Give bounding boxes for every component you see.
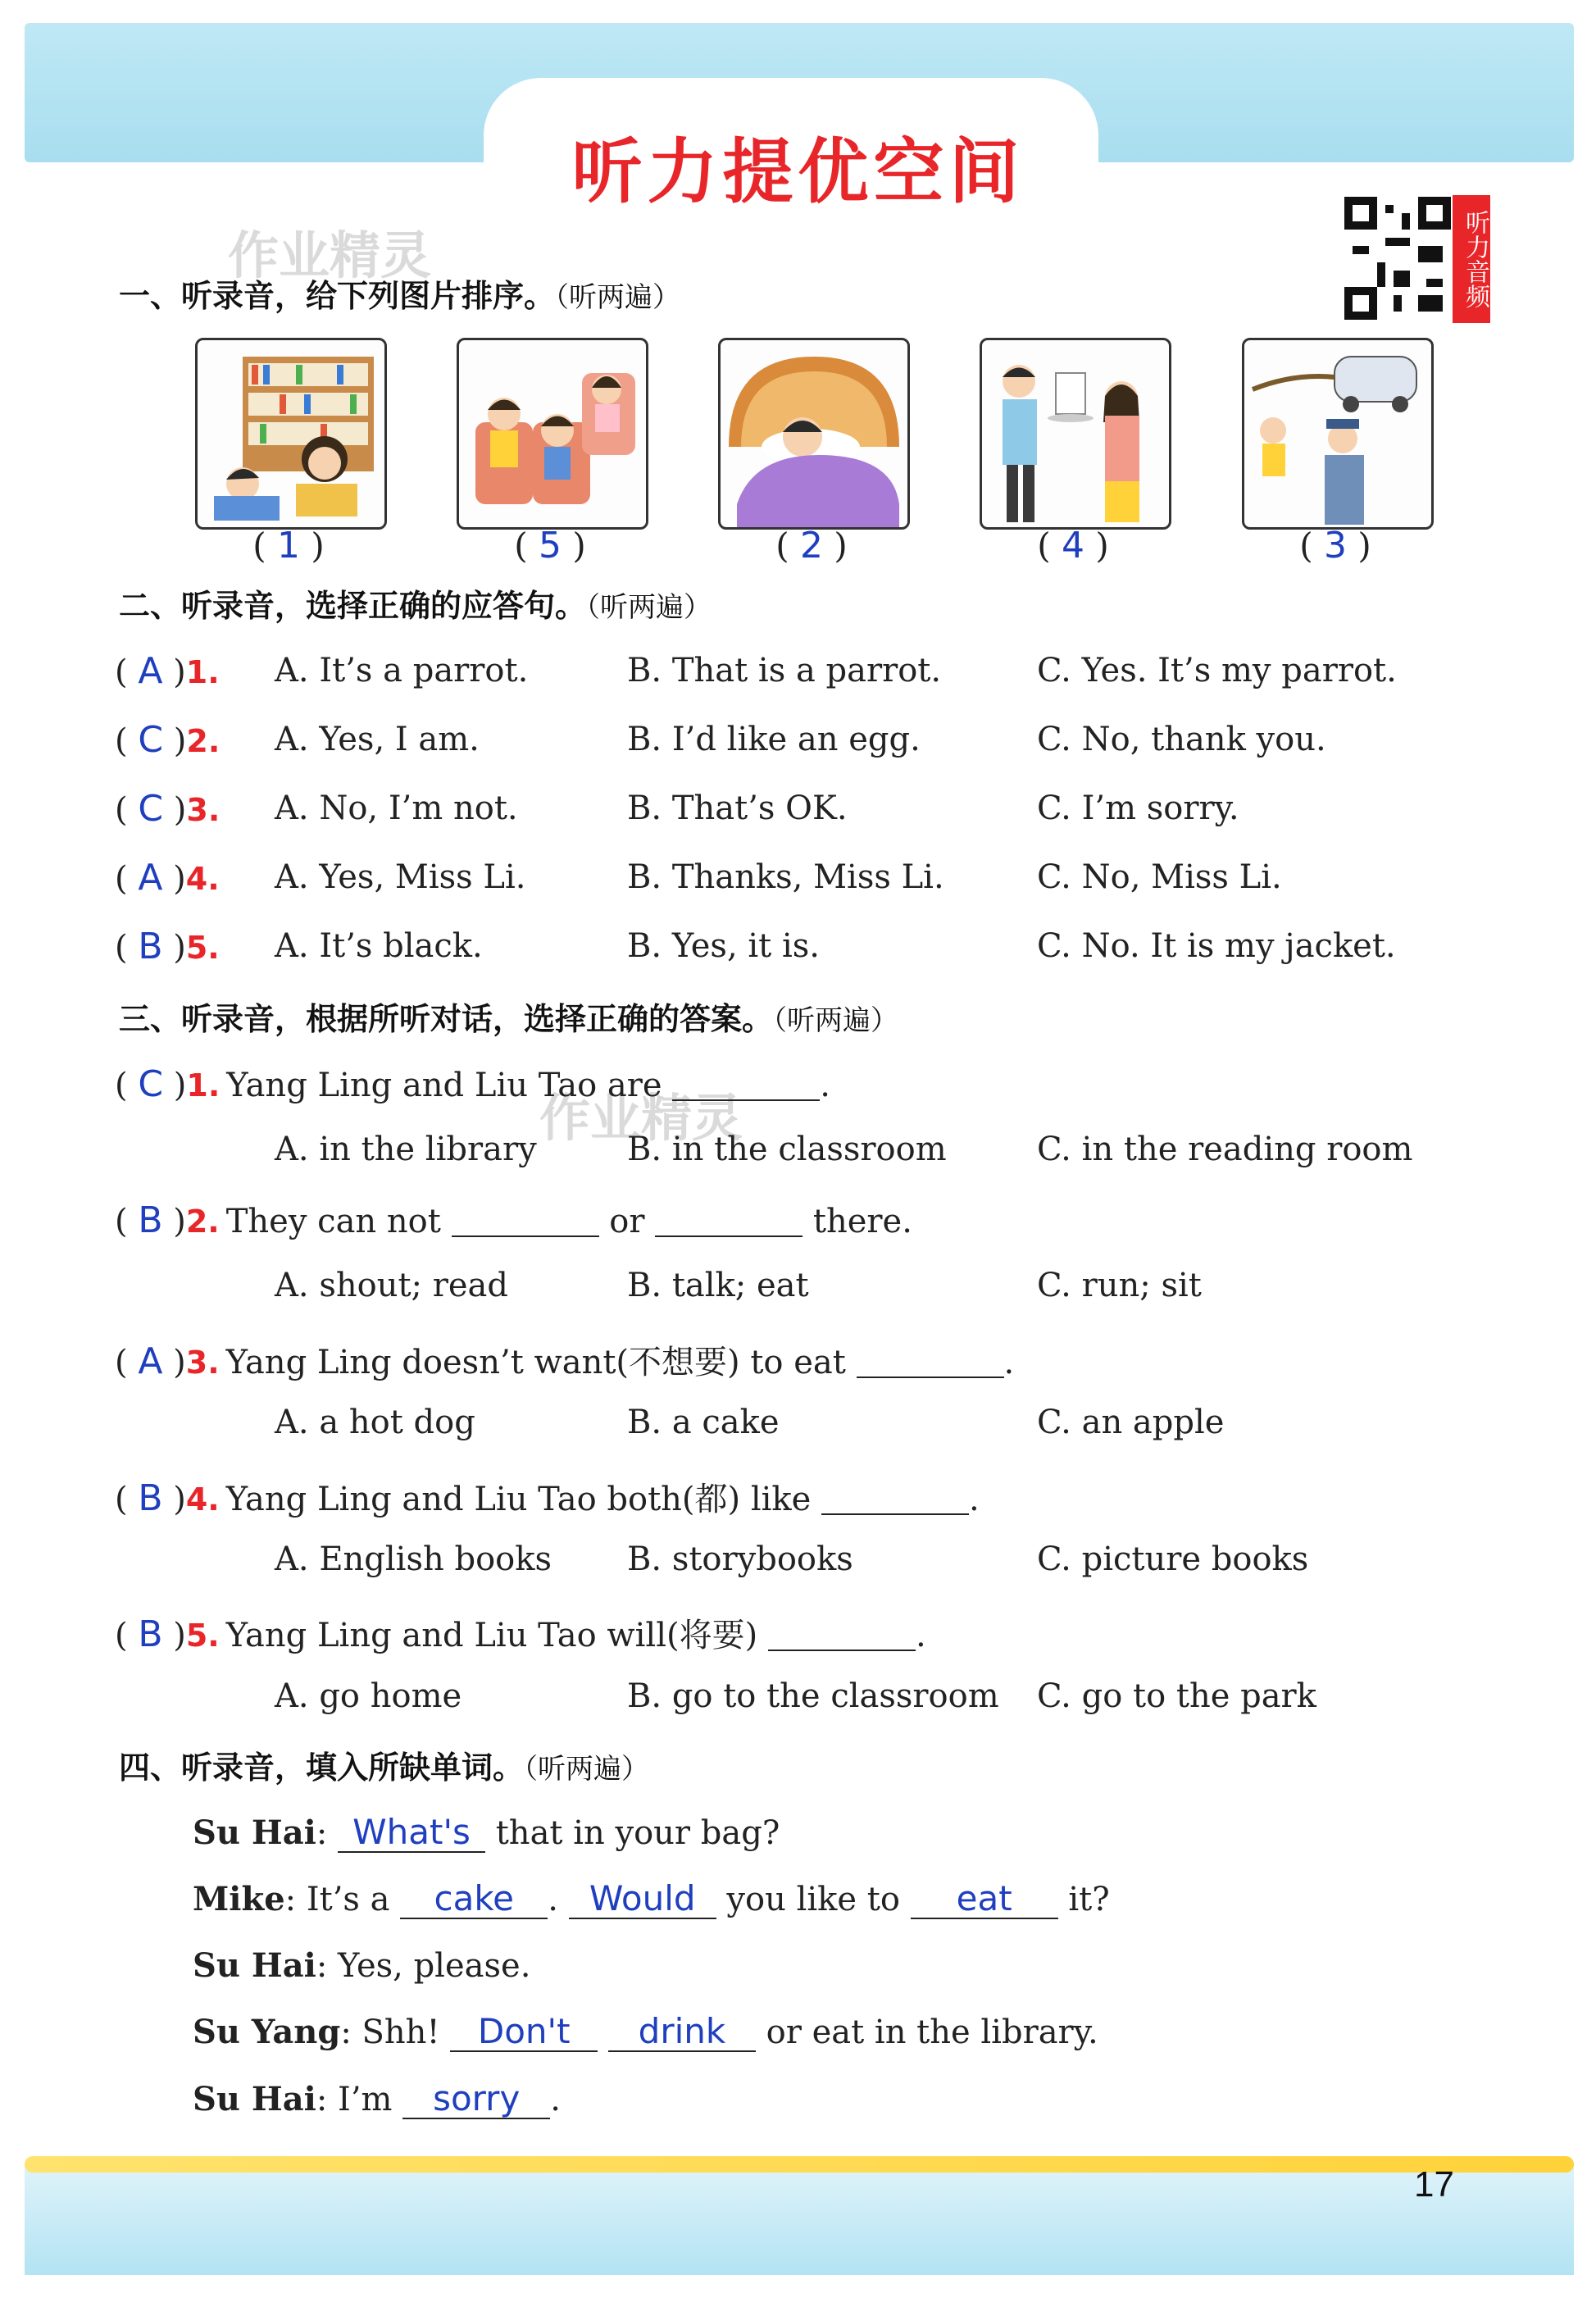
q3-4-num: 4. — [185, 1481, 220, 1518]
section4-note: （听两遍） — [524, 1753, 650, 1786]
option-a: A. Yes, I am. — [275, 721, 480, 758]
footer-stripe — [25, 2156, 1574, 2173]
dialogue-text: It’s a — [306, 1881, 390, 1918]
q2-row: ( C )2. — [115, 719, 221, 761]
q3-2-end: there. — [812, 1203, 912, 1240]
fill-blank: What's — [338, 1813, 485, 1853]
speaker: Su Hai — [193, 1946, 316, 1985]
option-b: B. Thanks, Miss Li. — [627, 858, 944, 896]
picture-3-answer: ( 2 ) — [775, 525, 848, 567]
option-c: C. picture books — [1037, 1540, 1309, 1578]
sleeping-scene-icon — [721, 340, 907, 527]
option-b: B. That’s OK. — [627, 790, 848, 827]
option-b: B. I’d like an egg. — [627, 721, 921, 758]
q3-2-answer: B — [138, 1199, 163, 1241]
fill-blank: cake — [400, 1880, 548, 1919]
q3-3-row: ( A )3. Yang Ling doesn’t want(不想要) to eat . — [115, 1340, 1015, 1382]
watermark: 作业精灵 — [539, 1088, 743, 1148]
seats-scene-icon — [459, 340, 646, 527]
q2-1-num: 1. — [185, 654, 220, 690]
section1-title: 一、听录音，给下列图片排序。 — [119, 278, 556, 314]
q3-3-num: 3. — [185, 1345, 220, 1381]
option-c: C. Yes. It’s my parrot. — [1037, 652, 1397, 689]
dialogue-line — [193, 2080, 561, 2119]
option-b: B. a cake — [627, 1404, 780, 1441]
q3-5-num: 5. — [185, 1618, 220, 1654]
picture-4-answer: ( 4 ) — [1037, 525, 1109, 567]
q2-5-answer: B — [138, 926, 163, 967]
library-scene-icon — [198, 340, 384, 527]
q3-1-text: Yang Ling and Liu Tao are — [226, 1067, 662, 1104]
picture-boy-sleeping — [718, 338, 910, 530]
answer-blank — [655, 1208, 803, 1237]
answer-2: 5 — [539, 525, 562, 567]
fill-blank: eat — [911, 1880, 1058, 1919]
q2-4-answer: A — [138, 857, 163, 899]
section3-title: 三、听录音，根据所听对话，选择正确的答案。 — [119, 1001, 774, 1037]
answer-4: 4 — [1062, 525, 1084, 567]
q3-5-text: Yang Ling and Liu Tao will(将要) — [225, 1617, 758, 1654]
q3-2-or: or — [609, 1203, 645, 1240]
fill-blank: sorry — [402, 2080, 550, 2119]
option-c: C. I’m sorry. — [1037, 790, 1239, 827]
q3-1-row: ( C )1. Yang Ling and Liu Tao are . — [115, 1063, 831, 1105]
section2-title: 二、听录音，选择正确的应答句。 — [119, 588, 587, 624]
option-c: C. No, thank you. — [1037, 721, 1326, 758]
dialogue-text: that in your bag? — [495, 1814, 780, 1852]
section1-note: （听两遍） — [555, 281, 681, 314]
answer-1: 1 — [277, 525, 300, 567]
q3-5-row: ( B )5. Yang Ling and Liu Tao will(将要) . — [115, 1613, 926, 1655]
q2-row: ( A )1. — [115, 650, 220, 692]
dialogue-line — [193, 1813, 780, 1853]
answer-5: 3 — [1324, 525, 1347, 567]
option-b: B. in the classroom — [627, 1131, 947, 1168]
dialogue-text: you like to — [726, 1881, 900, 1918]
option-a: A. No, I’m not. — [275, 790, 518, 827]
picture-library-reading — [195, 338, 387, 530]
answer-blank — [452, 1208, 599, 1237]
speaker: Su Yang — [193, 2013, 341, 2051]
answer-blank — [768, 1622, 916, 1651]
option-c: C. No, Miss Li. — [1037, 858, 1282, 896]
answer-3: 2 — [800, 525, 823, 567]
option-a: A. It’s a parrot. — [275, 652, 529, 689]
picture-offering-food — [980, 338, 1171, 530]
option-b: B. go to the classroom — [627, 1677, 999, 1715]
dialogue-text: Yes, please. — [338, 1947, 531, 1985]
dialogue-text: . — [550, 2081, 561, 2118]
q3-1-end: . — [820, 1067, 831, 1104]
option-c: C. an apple — [1037, 1404, 1225, 1441]
speaker: Su Hai — [193, 2080, 316, 2118]
dialogue-text: or eat in the library. — [766, 2014, 1098, 2051]
option-b: B. storybooks — [627, 1540, 853, 1578]
speaker-colon: : — [316, 2081, 328, 2118]
option-b: B. Yes, it is. — [627, 927, 820, 965]
answer-blank — [821, 1486, 969, 1515]
dialogue-text: it? — [1068, 1881, 1110, 1918]
speaker: Su Hai — [193, 1813, 316, 1852]
q2-1-answer: A — [138, 650, 163, 692]
q3-2-row: ( B )2. They can not or there. — [115, 1199, 912, 1241]
speaker-colon: : — [284, 1881, 297, 1918]
picture-children-seats — [457, 338, 648, 530]
fill-blank: Would — [569, 1880, 716, 1919]
q3-5-end: . — [915, 1617, 926, 1654]
speaker-colon: : — [340, 2014, 352, 2051]
option-b: B. talk; eat — [627, 1267, 809, 1304]
option-a: A. in the library — [275, 1131, 537, 1168]
dialogue-line — [193, 1880, 1110, 1919]
dialogue-line — [193, 1946, 530, 1985]
q2-4-num: 4. — [185, 861, 220, 897]
q3-4-answer: B — [138, 1477, 163, 1519]
q3-1-answer: C — [138, 1063, 164, 1105]
option-a: A. shout; read — [275, 1267, 508, 1304]
dialogue-line — [193, 2013, 1098, 2052]
section2-heading — [119, 580, 712, 626]
footer-band — [25, 2164, 1574, 2275]
section1-heading — [119, 271, 680, 316]
q3-4-row: ( B )4. Yang Ling and Liu Tao both(都) like . — [115, 1477, 980, 1519]
option-c: C. in the reading room — [1037, 1131, 1413, 1168]
option-b: B. That is a parrot. — [627, 652, 942, 689]
q2-3-answer: C — [138, 788, 164, 830]
section4-heading — [119, 1742, 649, 1787]
section2-note: （听两遍） — [586, 591, 712, 624]
speaker-colon: : — [316, 1947, 328, 1985]
option-a: A. English books — [275, 1540, 552, 1578]
picture-5-answer: ( 3 ) — [1299, 525, 1371, 567]
answer-blank — [672, 1072, 820, 1101]
option-a: A. go home — [275, 1677, 462, 1715]
q3-5-answer: B — [138, 1613, 163, 1655]
q3-2-text: They can not — [225, 1203, 441, 1240]
picture-1-answer: ( 1 ) — [252, 525, 325, 567]
speaker-colon: : — [316, 1814, 328, 1852]
option-c: C. run; sit — [1037, 1267, 1202, 1304]
fill-blank: drink — [608, 2013, 756, 2052]
section4-title: 四、听录音，填入所缺单词。 — [119, 1750, 525, 1786]
q3-4-text: Yang Ling and Liu Tao both(都) like — [225, 1481, 812, 1518]
offering-scene-icon — [982, 340, 1169, 527]
q3-2-num: 2. — [185, 1204, 220, 1240]
q3-3-answer: A — [138, 1340, 163, 1382]
q2-5-num: 5. — [185, 930, 220, 966]
option-c: C. go to the park — [1037, 1677, 1316, 1715]
dialogue-text: Shh! — [361, 2014, 440, 2051]
q2-row: ( B )5. — [115, 926, 220, 967]
fill-blank: Don't — [450, 2013, 598, 2052]
qr-code-icon — [1344, 197, 1451, 320]
dialogue-text: . — [548, 1881, 558, 1918]
watermark: 作业精灵 — [228, 225, 432, 285]
q3-4-end: . — [969, 1481, 980, 1518]
picture-traffic-police — [1242, 338, 1434, 530]
option-c: C. No. It is my jacket. — [1037, 927, 1396, 965]
answer-blank — [857, 1349, 1004, 1378]
q2-row: ( C )3. — [115, 788, 221, 830]
page-number: 17 — [1414, 2164, 1454, 2205]
speaker: Mike — [193, 1880, 285, 1918]
q2-3-num: 3. — [186, 792, 221, 828]
option-a: A. It’s black. — [275, 927, 483, 965]
section3-heading — [119, 994, 898, 1039]
q3-1-num: 1. — [186, 1067, 221, 1103]
section3-note: （听两遍） — [773, 1004, 899, 1037]
dialogue-text: I’m — [338, 2081, 393, 2118]
page-title: 听力提优空间 — [571, 131, 1025, 213]
option-a: A. Yes, Miss Li. — [275, 858, 526, 896]
police-scene-icon — [1244, 340, 1431, 527]
picture-2-answer: ( 5 ) — [514, 525, 586, 567]
q3-3-end: . — [1003, 1344, 1015, 1381]
q2-2-num: 2. — [186, 723, 221, 759]
q3-3-text: Yang Ling doesn’t want(不想要) to eat — [225, 1344, 846, 1381]
option-a: A. a hot dog — [275, 1404, 475, 1441]
q2-row: ( A )4. — [115, 857, 220, 899]
q2-2-answer: C — [138, 719, 164, 761]
audio-label: 听力音频 — [1453, 195, 1490, 323]
